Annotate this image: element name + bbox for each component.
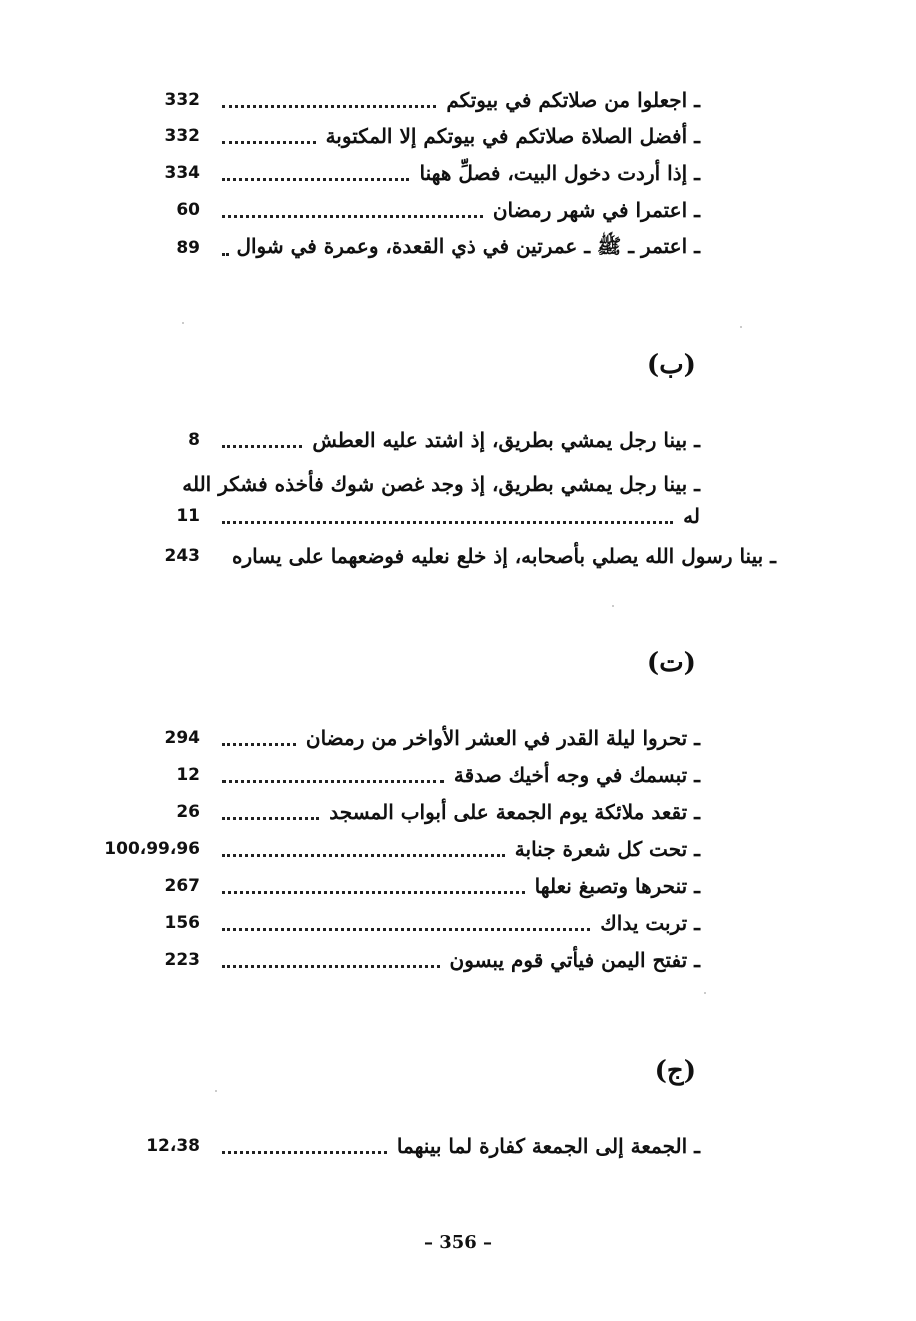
page-reference: 332 xyxy=(164,126,200,146)
scan-speck xyxy=(704,992,706,994)
index-entry xyxy=(100,538,764,574)
index-entry xyxy=(100,942,700,978)
index-entry xyxy=(100,757,700,793)
index-entry xyxy=(100,794,700,830)
index-entry xyxy=(100,192,700,228)
hadith-text-first-line: ـ بينا رجل يمشي بطريق، إذ وجد غصن شوك فأخذه فشكر الله xyxy=(210,466,700,502)
leader-dots xyxy=(222,834,505,857)
scan-speck xyxy=(612,605,614,607)
leader-dots xyxy=(222,723,296,746)
hadith-text-continuation: له xyxy=(683,504,700,528)
page-reference: 89 xyxy=(176,238,200,258)
hadith-text: ـ تقعد ملائكة يوم الجمعة على أبواب المسجد xyxy=(329,800,700,824)
hadith-text: ـ تحروا ليلة القدر في العشر الأواخر من رمضان xyxy=(306,726,700,750)
index-entry xyxy=(100,868,700,904)
page-reference: 332 xyxy=(164,90,200,110)
index-entry xyxy=(100,155,700,191)
hadith-text: ـ إذا أردت دخول البيت، فصلِّ ههنا xyxy=(419,161,700,185)
page-reference: 8 xyxy=(188,430,200,450)
index-entry xyxy=(100,82,700,118)
scan-speck xyxy=(182,322,184,324)
hadith-text: ـ تحت كل شعرة جنابة xyxy=(515,837,700,861)
index-entry xyxy=(100,905,700,941)
page-reference: 60 xyxy=(176,200,200,220)
index-entry xyxy=(100,498,700,534)
index-entry xyxy=(100,831,700,867)
index-entry xyxy=(100,1128,700,1164)
leader-dots xyxy=(222,233,226,256)
index-entry xyxy=(100,230,700,266)
scan-speck xyxy=(740,326,742,328)
index-entry xyxy=(100,422,700,458)
page-reference: 26 xyxy=(176,802,200,822)
leader-dots xyxy=(222,760,444,783)
leader-dots xyxy=(222,85,436,108)
leader-dots xyxy=(222,797,319,820)
hadith-text: ـ أفضل الصلاة صلاتكم في بيوتكم إلا المكتوبة xyxy=(326,124,700,148)
leader-dots xyxy=(222,871,525,894)
hadith-text: ـ اعتمرا في شهر رمضان xyxy=(493,198,700,222)
leader-dots xyxy=(222,908,590,931)
leader-dots xyxy=(222,195,483,218)
index-entry xyxy=(100,118,700,154)
hadith-text: ـ بينا رجل يمشي بطريق، إذ اشتد عليه العطش xyxy=(312,428,700,452)
page-reference: 334 xyxy=(164,163,200,183)
index-entry xyxy=(100,720,700,756)
page-reference: 100،99،96 xyxy=(104,839,200,859)
hadith-text: ـ بينا رسول الله يصلي بأصحابه، إذ خلع نعليه فوضعهما على يساره xyxy=(232,544,776,568)
hadith-text: ـ تربت يداك xyxy=(600,911,700,935)
page-reference: 12 xyxy=(176,765,200,785)
page-number: – 356 – xyxy=(423,1232,493,1253)
leader-dots xyxy=(222,1131,387,1154)
hadith-text: ـ اجعلوا من صلاتكم في بيوتكم xyxy=(446,88,700,112)
hadith-text: ـ تفتح اليمن فيأتي قوم يبسون xyxy=(450,948,700,972)
leader-dots xyxy=(222,158,409,181)
page-reference: 243 xyxy=(164,546,200,566)
leader-dots xyxy=(222,425,302,448)
leader-dots xyxy=(222,945,440,968)
page-reference: 223 xyxy=(164,950,200,970)
hadith-text: ـ تبسمك في وجه أخيك صدقة xyxy=(454,763,700,787)
leader-dots xyxy=(222,121,316,144)
leader-dots xyxy=(222,501,673,524)
section-heading: (ج) xyxy=(654,1056,696,1086)
hadith-text: ـ اعتمر ـ ﷺ ـ عمرتين في ذي القعدة، وعمرة في شوال xyxy=(236,234,700,263)
page-reference: 267 xyxy=(164,876,200,896)
page-reference: 294 xyxy=(164,728,200,748)
section-heading: (ت) xyxy=(646,648,696,678)
page-reference: 12،38 xyxy=(146,1136,200,1156)
hadith-text: ـ تنحرها وتصبغ نعلها xyxy=(535,874,700,898)
section-heading: (ب) xyxy=(646,350,696,380)
page-reference: 156 xyxy=(164,913,200,933)
scan-speck xyxy=(215,1090,217,1092)
page-reference: 11 xyxy=(176,506,200,526)
hadith-text: ـ الجمعة إلى الجمعة كفارة لما بينهما xyxy=(397,1134,700,1158)
